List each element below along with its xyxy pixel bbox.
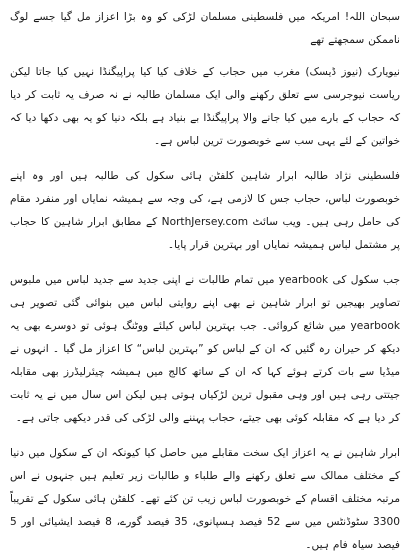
article-paragraph-competition: ابرار شاہین نے یہ اعزاز ایک سخت مقابلے میں حاصل کیا کیونکہ ان کے سکول میں دنیا کے مختلف ممالک سے تعلق رکھنے والے طلباء و طالبات زیر تعلیم ہیں جنہوں نے اس مرتبہ مختلف اقسام کے خوبصورت لباس زیب تن کئے تھے۔ کلفٹن ہائی سکول کے تقریباً 3300 سٹوڈنٹس میں سے 52 فیصد ہسپانوی، 35 فیصد گورے، 8 فیصد ایشیائی اور 5 فیصد سیاہ فام ہیں۔ [10, 447, 401, 551]
paragraph-spacer [10, 153, 400, 165]
article-headline: سبحان اللہ! امریکہ میں فلسطینی مسلمان لڑکی کو وہ بڑا اعزاز مل گیا جسے لوگ ناممکن سمجھتے تھے [10, 11, 400, 46]
article-paragraph-student: فلسطینی نژاد طالبہ ابرار شاہین کلفٹن ہائی سکول کی طالبہ ہیں اور وہ اپنے خوبصورت لباس، حجاب جس کا لازمی ہے، کی وجہ سے ہمیشہ نمایاں اور منفرد مقام کی حامل رہی ہیں۔ ویب سائٹ NorthJersey.com کے مطابق ابرار شاہین کا حجاب پر مشتمل لباس ہمیشہ نمایاں اور بہترین قرار پایا۔ [10, 170, 400, 251]
paragraph-spacer [10, 257, 400, 269]
article-paragraph-yearbook: جب سکول کی yearbook میں تمام طالبات نے اپنی جدید سے جدید لباس میں ملبوس تصاویر بھیجیں تو ابرار شاہین نے بھی اپنے روایتی لباس میں بنوائی گئی تصویر ہی yearbook میں شائع کروائی۔ جب بہترین لباس کیلئے ووٹنگ ہوئی تو دوسرے بھی یہ دیکھ کر حیران رہ گئیں کہ ان کے لباس کو ”بہترین لباس“ کا اعزاز مل گیا ۔ انہوں نے میڈیا سے بات کرتے ہوئے کہا کہ ان کے ساتھ کالج میں ہمیشہ چیئرلیڈرز بھی مقابلہ جیتتی رہی ہیں اور وہی مقبول ترین لڑکیاں ہوتی ہیں لیکن اس سال میں نے یہ ثابت کر دیا ہے کہ مقابلہ کوئی بھی جیتے، حجاب پہننے والی لڑکی کی قدر دیکھی جاتی ہے۔ [10, 274, 400, 424]
paragraph-spacer [10, 52, 400, 61]
article-paragraph-intro: نیویارک (نیوز ڈیسک) مغرب میں حجاب کے خلاف کیا کیا پراپیگنڈا نہیں کیا جاتا لیکن ریاست نیوجرسی سے تعلق رکھنے والی ایک مسلمان طالبہ نے نہ صرف یہ ثابت کر دیا کہ حجاب کے بارے میں کیا جانے والا پراپیگنڈا بے بنیاد ہے بلکہ دنیا کو یہ بھی دکھا دیا کہ خواتین کے لئے یہی سب سے خوبصورت ترین لباس ہے۔ [10, 66, 400, 147]
paragraph-spacer [10, 430, 400, 442]
